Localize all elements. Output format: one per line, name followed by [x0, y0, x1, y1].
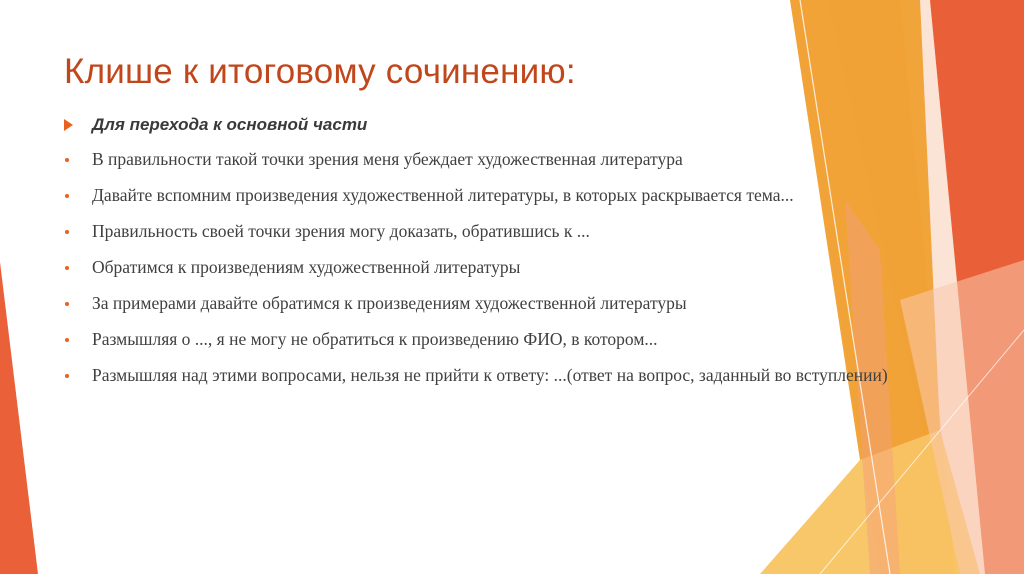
- bullet-dot-icon: [65, 230, 69, 234]
- list-item-text: В правильности такой точки зрения меня убеждает художественная литература: [92, 149, 683, 169]
- list-item-text: Размышляя о ..., я не могу не обратиться к произведению ФИО, в котором...: [92, 329, 658, 349]
- list-item-text: Обратимся к произведениям художественной литературы: [92, 257, 521, 277]
- list-item-text: Давайте вспомним произведения художественной литературы, в которых раскрывается тема...: [92, 185, 794, 205]
- bullet-dot-icon: [65, 338, 69, 342]
- slide-title: Клише к итоговому сочинению:: [64, 52, 576, 91]
- list-item: [64, 328, 904, 351]
- list-item-text: Правильность своей точки зрения могу доказать, обратившись к ...: [92, 221, 590, 241]
- section-subheading: [64, 114, 904, 138]
- list-item: [64, 148, 904, 171]
- section-subheading-text: Для перехода к основной части: [92, 115, 368, 134]
- phrase-list: [64, 148, 904, 387]
- list-item: [64, 256, 904, 279]
- list-item: [64, 220, 904, 243]
- list-item: [64, 364, 904, 387]
- left-edge-stripe: [0, 262, 38, 574]
- list-item: [64, 292, 904, 315]
- list-item-text: За примерами давайте обратимся к произведениям художественной литературы: [92, 293, 687, 313]
- bullet-dot-icon: [65, 194, 69, 198]
- bullet-dot-icon: [65, 158, 69, 162]
- bullet-dot-icon: [65, 266, 69, 270]
- bullet-dot-icon: [65, 302, 69, 306]
- slide-content: [64, 114, 904, 400]
- list-item: [64, 184, 904, 207]
- list-item-text: Размышляя над этими вопросами, нельзя не прийти к ответу: ...(ответ на вопрос, заданный во вступлении): [92, 365, 888, 385]
- arrow-right-icon: [64, 119, 73, 131]
- bullet-dot-icon: [65, 374, 69, 378]
